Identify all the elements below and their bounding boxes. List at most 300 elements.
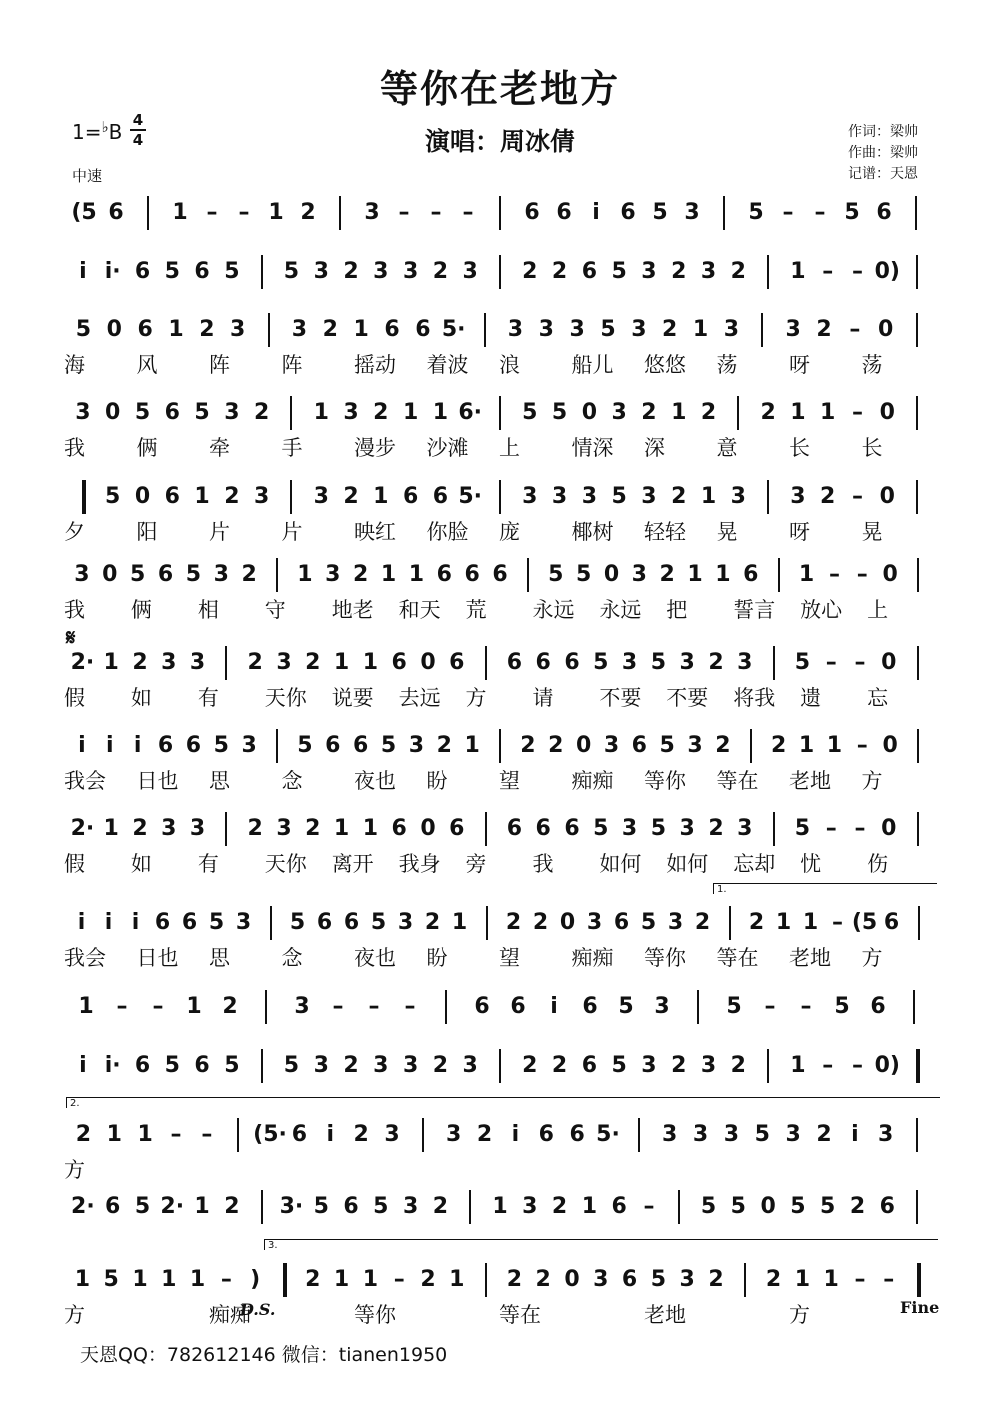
note: 3 <box>785 1122 801 1147</box>
lyric-word: 老地 <box>789 769 831 793</box>
note: 2 <box>305 816 321 841</box>
bar-line <box>485 646 487 680</box>
note: 6 <box>620 200 636 225</box>
bar-line <box>261 255 263 289</box>
bar-line <box>290 480 292 514</box>
note: 5 <box>600 317 616 342</box>
lyric-word: 风 <box>136 353 158 377</box>
note: – <box>822 1053 834 1078</box>
note: 3 <box>621 650 638 675</box>
note: 1 <box>798 562 815 587</box>
note: 3 <box>522 1194 538 1219</box>
note: (5 <box>71 200 97 225</box>
bar-line <box>422 1118 424 1152</box>
lyric-word: 有 <box>197 852 219 876</box>
note: 2 <box>694 910 711 935</box>
note: 6 <box>291 1122 308 1147</box>
bar-line <box>485 812 487 846</box>
lyric-word: 呀 <box>789 520 810 544</box>
note: 3 <box>213 562 229 587</box>
note: 5 <box>208 910 225 935</box>
bar-line <box>265 990 267 1024</box>
notation-line <box>0 313 1000 353</box>
lyric-word: 忘 <box>867 686 889 710</box>
note: 2· <box>70 816 95 841</box>
flat-symbol: ♭ <box>101 118 109 136</box>
lyric-word: 望 <box>499 946 520 970</box>
lyrics-line <box>0 765 1000 795</box>
note: 2 <box>535 1267 551 1292</box>
bar-line <box>917 558 919 592</box>
note: 5 <box>370 910 387 935</box>
note: 3 <box>462 259 478 284</box>
note: 2 <box>222 994 238 1019</box>
bar-line <box>916 1118 918 1152</box>
note: – <box>782 200 794 225</box>
note: 1 <box>333 816 350 841</box>
note: 1 <box>74 1267 91 1292</box>
note: 3 <box>631 562 647 587</box>
lyric-word: 俩 <box>136 436 158 460</box>
note: 2 <box>730 259 746 284</box>
lyric-word: 浪 <box>499 353 520 377</box>
note: 1 <box>194 484 210 509</box>
lyric-word: 深 <box>644 436 665 460</box>
bar-line <box>773 812 775 846</box>
note: 3 <box>641 259 657 284</box>
lyric-word: 不要 <box>666 686 709 710</box>
note: 1 <box>794 1267 811 1292</box>
note: 6 <box>879 1194 895 1219</box>
double-bar-line <box>917 1263 921 1297</box>
note: 6 <box>524 200 540 225</box>
lyric-word: 着波 <box>426 353 469 377</box>
note: 2 <box>476 1122 493 1147</box>
note: 6 <box>569 1122 585 1147</box>
double-bar-line <box>283 1263 287 1297</box>
note: 2 <box>520 733 536 758</box>
bar-line <box>499 196 501 230</box>
note: 0 <box>106 317 122 342</box>
note: 3 <box>235 910 252 935</box>
note: 1 <box>313 400 329 425</box>
note: 1 <box>161 1267 177 1292</box>
note: 1 <box>189 1267 206 1292</box>
lyrics-line <box>0 942 1000 972</box>
bar-line <box>778 558 780 592</box>
notation-line <box>0 990 1000 1030</box>
note: 1 <box>373 484 389 509</box>
score-row <box>0 1049 1000 1129</box>
note: 2 <box>343 259 359 284</box>
note: 0 <box>420 816 436 841</box>
score-row <box>0 396 1000 476</box>
note: 0 <box>879 400 895 425</box>
note: i <box>511 1122 520 1147</box>
lyric-word: 痴痴 <box>571 769 614 793</box>
note: 3 <box>603 733 620 758</box>
note: 3 <box>313 1053 329 1078</box>
note: 2 <box>671 1053 687 1078</box>
note: 5 <box>551 400 568 425</box>
lyric-word: 片 <box>281 520 303 544</box>
note: 6 <box>506 650 523 675</box>
bar-line <box>767 255 769 289</box>
note: 3 <box>790 484 806 509</box>
note: 2· <box>71 1194 95 1219</box>
lyric-word: 等在 <box>499 1303 541 1327</box>
lyric-word: 方 <box>465 686 487 710</box>
note: 2 <box>305 650 321 675</box>
note: 6 <box>613 910 630 935</box>
note: 3 <box>276 650 292 675</box>
note: 6 <box>581 259 598 284</box>
note: 6 <box>870 994 886 1019</box>
note: 5 <box>575 562 592 587</box>
lyric-word: 把 <box>666 598 688 622</box>
note: 3 <box>161 816 177 841</box>
note: i· <box>104 259 121 284</box>
note: 6 <box>157 733 174 758</box>
score-row <box>0 906 1000 986</box>
note: 3 <box>161 650 177 675</box>
lyrics-line <box>0 1299 1000 1329</box>
tempo-marking: 中速 <box>72 167 103 185</box>
note: i <box>550 994 558 1019</box>
note: 5 <box>593 816 609 841</box>
note: 3 <box>364 200 380 225</box>
note: 6 <box>194 1053 210 1078</box>
note: 2 <box>708 650 724 675</box>
note: 1 <box>823 1267 839 1292</box>
note: 1 <box>687 562 703 587</box>
lyric-word: 夕 <box>64 520 85 544</box>
note: 3 <box>581 484 598 509</box>
note: 1 <box>790 1053 806 1078</box>
note: 5 <box>194 400 210 425</box>
note: 3 <box>679 1267 695 1292</box>
note: 1 <box>402 400 419 425</box>
note: 1 <box>802 910 819 935</box>
note: 5 <box>650 816 667 841</box>
note: 2 <box>305 1267 321 1292</box>
note: 1 <box>297 562 313 587</box>
lyric-word: 方 <box>64 1303 85 1327</box>
lyric-word: 老地 <box>789 946 831 970</box>
note: 6 <box>564 650 580 675</box>
note: i <box>851 1122 859 1147</box>
note: 1 <box>826 733 843 758</box>
bar-line <box>767 1049 769 1083</box>
note: 2 <box>132 816 148 841</box>
note: 2 <box>247 816 263 841</box>
note: 6 <box>436 562 452 587</box>
lyric-word: 痴痴 <box>571 946 614 970</box>
note: 2 <box>551 1053 568 1078</box>
note: 6 <box>510 994 526 1019</box>
note: 6 <box>506 816 523 841</box>
note: 1 <box>449 1267 465 1292</box>
note: 3 <box>343 400 359 425</box>
bar-line <box>729 906 731 940</box>
note: 5 <box>313 1194 329 1219</box>
note: – <box>430 200 442 225</box>
note: 6 <box>556 200 572 225</box>
note: 2 <box>436 733 452 758</box>
note: 2 <box>708 816 724 841</box>
lyric-word: 日也 <box>136 946 179 970</box>
bar-line <box>486 906 488 940</box>
note: 3 <box>522 484 538 509</box>
fine-marking: Fine <box>900 1298 940 1317</box>
lyric-word: 情深 <box>571 436 614 460</box>
note: 3 <box>291 317 308 342</box>
note: 2 <box>432 259 449 284</box>
note: 2 <box>708 1267 724 1292</box>
note: 5· <box>596 1122 620 1147</box>
note: – <box>825 816 837 841</box>
note: 2 <box>532 910 549 935</box>
note: 6 <box>535 816 551 841</box>
lyric-word: 意 <box>716 436 738 460</box>
note: 5 <box>103 1267 119 1292</box>
note: 2 <box>241 562 257 587</box>
note: 0 <box>881 816 897 841</box>
note: 0 <box>134 484 151 509</box>
note: 6 <box>464 562 480 587</box>
notation-line <box>0 1049 1000 1089</box>
note: – <box>852 259 863 284</box>
composer-credit: 作曲：梁帅 <box>848 145 918 161</box>
lyric-word: 呀 <box>789 353 810 377</box>
lyric-word: 晃 <box>716 520 738 544</box>
note: 3 <box>641 1053 657 1078</box>
note: 5 <box>283 1053 300 1078</box>
note: 2 <box>730 1053 746 1078</box>
note: 5 <box>224 259 240 284</box>
note: 3 <box>74 562 90 587</box>
note: (5 <box>851 910 878 935</box>
lyric-word: 如 <box>130 852 152 876</box>
lyric-word: 念 <box>281 769 303 793</box>
note: – <box>854 816 866 841</box>
bar-line <box>767 480 769 514</box>
note: 0 <box>420 650 436 675</box>
lyric-word: 方 <box>861 946 883 970</box>
note: 0 <box>760 1194 776 1219</box>
credits <box>848 122 918 185</box>
note: – <box>368 994 380 1019</box>
note: 1 <box>194 1194 210 1219</box>
lyric-word: 你脸 <box>426 520 469 544</box>
note: 2 <box>820 484 836 509</box>
bar-line <box>268 313 270 347</box>
note: – <box>404 994 416 1019</box>
note: 5 <box>844 200 860 225</box>
lyric-word: 夜也 <box>354 946 396 970</box>
note: 3· <box>279 1194 304 1219</box>
note: – <box>825 650 837 675</box>
lyric-word: 上 <box>499 436 520 460</box>
note: 6 <box>352 733 369 758</box>
lyric-word: 等你 <box>644 946 686 970</box>
note: 3 <box>402 1053 419 1078</box>
note: 2 <box>343 1053 359 1078</box>
note: – <box>201 1122 213 1147</box>
note: 2 <box>75 1122 92 1147</box>
lyric-word: 荡 <box>716 353 738 377</box>
note: 6 <box>164 400 180 425</box>
note: 3 <box>402 1194 419 1219</box>
lyric-word: 如何 <box>666 852 709 876</box>
notation-line <box>0 1263 1000 1303</box>
note: – <box>856 562 868 587</box>
note: 0 <box>564 1267 580 1292</box>
bar-line <box>744 1263 746 1297</box>
note: 6 <box>581 1053 598 1078</box>
note: 5 <box>213 733 229 758</box>
bar-line <box>737 396 739 430</box>
lyric-word: 说要 <box>331 686 374 710</box>
lyric-word: 假 <box>64 852 85 876</box>
lyric-word: 伤 <box>867 852 889 876</box>
note: 0 <box>105 400 121 425</box>
notation-line <box>0 906 1000 946</box>
note: 0) <box>874 1053 900 1078</box>
note: 6 <box>876 200 892 225</box>
note: 6 <box>105 1194 121 1219</box>
bar-line <box>913 990 915 1024</box>
key-prefix: 1= <box>72 120 102 144</box>
note: 1 <box>362 816 379 841</box>
note: 1 <box>362 1267 379 1292</box>
note: ) <box>250 1267 261 1292</box>
note: – <box>800 994 812 1019</box>
note: 5 <box>754 1122 770 1147</box>
note: – <box>332 994 344 1019</box>
note: i <box>77 910 86 935</box>
note: 1 <box>775 910 792 935</box>
note: 5 <box>134 400 151 425</box>
note: 5 <box>130 562 146 587</box>
note: 5 <box>650 650 667 675</box>
lyric-word: 盼 <box>426 769 448 793</box>
note: 2 <box>548 733 564 758</box>
note: 1 <box>790 259 806 284</box>
volta-bracket: 3. <box>264 1239 938 1250</box>
note: 2 <box>424 910 441 935</box>
lyric-word: 等在 <box>716 769 759 793</box>
note: i· <box>104 1053 121 1078</box>
note: – <box>854 1267 866 1292</box>
note: i <box>131 910 140 935</box>
score-row <box>0 812 1000 892</box>
lyric-word: 日也 <box>136 769 179 793</box>
note: 3 <box>551 484 568 509</box>
note: 3 <box>373 1053 389 1078</box>
bar-line <box>916 313 918 347</box>
note: 2 <box>551 259 568 284</box>
lyrics-line <box>0 594 1000 624</box>
lyric-word: 和天 <box>398 598 441 622</box>
note: 6 <box>582 994 598 1019</box>
bar-line <box>499 255 501 289</box>
segno-sign: 𝄋 <box>66 626 76 651</box>
bar-line <box>499 729 501 763</box>
note: 2 <box>247 650 263 675</box>
note: 2· <box>160 1194 185 1219</box>
bar-line <box>484 313 486 347</box>
note: 0 <box>879 484 895 509</box>
note: 1 <box>333 650 350 675</box>
lyric-word: 思 <box>209 946 230 970</box>
note: 3 <box>611 400 627 425</box>
note: 3 <box>325 562 341 587</box>
note: 2 <box>671 259 687 284</box>
note: 2 <box>715 733 731 758</box>
note: 6 <box>621 1267 638 1292</box>
bar-line <box>917 812 919 846</box>
note: – <box>854 650 866 675</box>
note: – <box>852 400 863 425</box>
note: 3 <box>373 259 389 284</box>
lyric-word: 忧 <box>800 852 822 876</box>
note: 5 <box>185 562 202 587</box>
note: 3 <box>462 1053 478 1078</box>
note: 2 <box>432 1194 449 1219</box>
lyric-word: 旁 <box>465 852 487 876</box>
note: – <box>828 562 840 587</box>
note: 6 <box>402 484 419 509</box>
lyrics-line <box>0 349 1000 379</box>
bar-line <box>225 646 227 680</box>
note: 5 <box>834 994 850 1019</box>
note: 5 <box>790 1194 806 1219</box>
bar-line <box>917 646 919 680</box>
note: 6 <box>343 1194 359 1219</box>
bar-line <box>761 313 763 347</box>
note: 6 <box>185 733 202 758</box>
bar-line <box>916 255 918 289</box>
notation-line <box>0 396 1000 436</box>
score-row <box>0 313 1000 393</box>
note: 6 <box>134 259 151 284</box>
lyric-word: 悠悠 <box>644 353 686 377</box>
note: 5 <box>283 259 300 284</box>
lyric-word: 阵 <box>281 353 303 377</box>
note: 5 <box>134 1194 151 1219</box>
bar-line <box>261 1190 263 1224</box>
note: – <box>206 200 218 225</box>
time-signature-bottom: 4 <box>132 131 144 149</box>
note: 2 <box>522 1053 538 1078</box>
lyric-word: 相 <box>197 598 219 622</box>
volta-bracket: 2. <box>66 1097 940 1108</box>
note: 1 <box>362 650 379 675</box>
score-row <box>0 480 1000 560</box>
note: 6 <box>154 910 171 935</box>
note: 3 <box>692 1122 709 1147</box>
note: 1 <box>132 1267 148 1292</box>
lyrics-line <box>0 682 1000 712</box>
note: 3 <box>189 816 206 841</box>
note: 0 <box>882 562 898 587</box>
lyric-word: 我会 <box>64 769 106 793</box>
lyrics-line <box>0 1154 1000 1184</box>
note: 5· <box>441 317 466 342</box>
note: 2 <box>432 1053 449 1078</box>
note: 3 <box>878 1122 894 1147</box>
